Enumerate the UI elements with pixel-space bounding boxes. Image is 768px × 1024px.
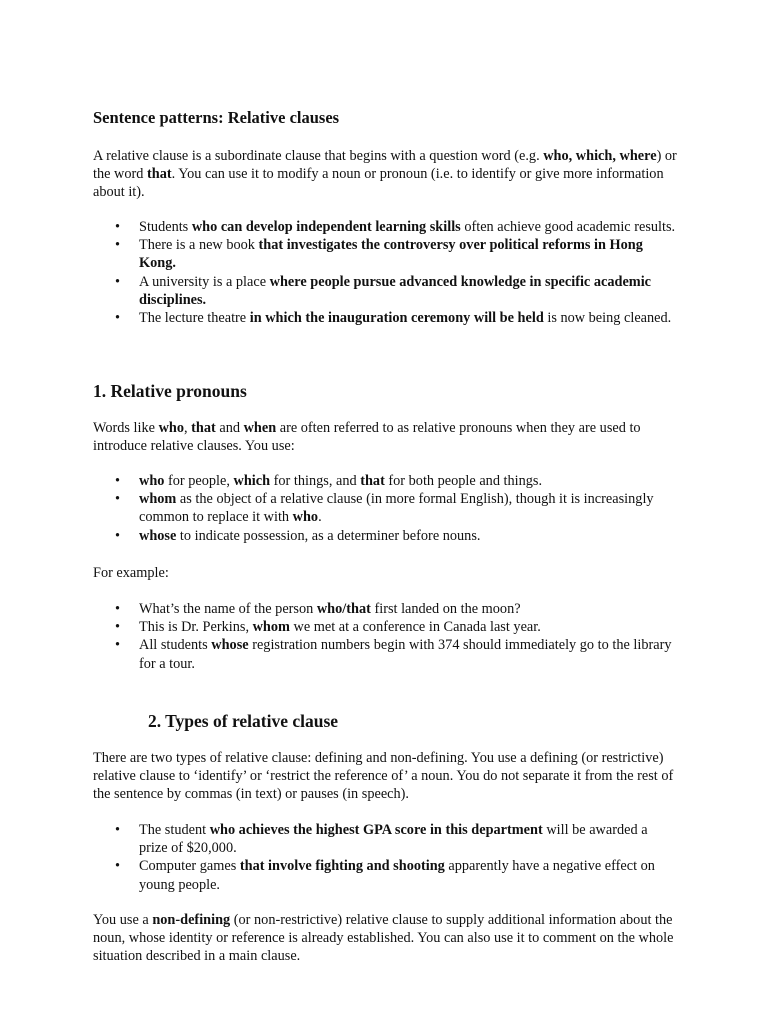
list-item	[93, 857, 678, 893]
bullet-icon: •	[115, 601, 121, 617]
non-defining-paragraph	[93, 911, 678, 966]
section-2-paragraph	[93, 749, 678, 804]
list-item	[93, 236, 678, 272]
list-item	[93, 527, 678, 545]
bold-text: who, which, where	[543, 148, 657, 164]
relative-pronoun-uses-list	[93, 472, 678, 545]
bullet-icon: •	[115, 219, 121, 235]
bullet-icon: •	[115, 822, 121, 838]
text-run: All students	[139, 637, 212, 654]
list-item	[93, 618, 678, 636]
example-list-2	[93, 600, 678, 673]
text-run: for people,	[164, 473, 234, 489]
intro-paragraph	[93, 147, 678, 202]
text-run: You use a	[93, 912, 153, 928]
text-run: What’s the name of the person	[139, 601, 317, 617]
bold-text: who	[292, 509, 319, 526]
list-item	[93, 273, 678, 309]
bold-text: whose	[211, 637, 249, 654]
section-1-heading: 1. Relative pronouns	[93, 381, 247, 401]
text-run: This is Dr. Perkins,	[139, 619, 253, 636]
text-run: .	[318, 509, 322, 526]
text-run: and	[215, 420, 244, 436]
bold-text: where people pursue advanced knowledge in specific academic disciplines.	[139, 273, 652, 308]
bold-text: who	[158, 420, 184, 436]
list-item	[93, 636, 678, 672]
bold-text: who can develop independent learning skills	[191, 219, 461, 235]
text-run: A university is a place	[139, 273, 270, 290]
text-run: There are two types of relative clause: defining and non-defining. You use a defining (or restrictive) relative clause to ‘identify’ or ‘restrict the reference of’ a noun. You do not separate it from the rest of the sentence by commas (in text) or pauses (in speech).	[93, 750, 674, 803]
bold-text: that	[147, 166, 172, 183]
bold-text: who/that	[316, 601, 371, 617]
for-example-label: For example:	[93, 565, 169, 581]
list-item	[93, 490, 678, 526]
text-run: . You can use it to modify a noun or pronoun (i.e. to identify or give more information about it).	[93, 166, 664, 201]
text-run: ,	[184, 420, 192, 436]
text-run: The student	[139, 822, 210, 838]
text-run: ) or the word	[93, 148, 677, 183]
bullet-icon: •	[115, 310, 121, 327]
bullet-icon: •	[115, 858, 121, 875]
bold-text: whom	[139, 491, 177, 508]
text-run: apparently have a negative effect on young people.	[139, 858, 655, 893]
page-title: Sentence patterns: Relative clauses	[93, 108, 340, 127]
list-item	[93, 218, 678, 236]
text-run: The lecture theatre	[139, 310, 250, 327]
bold-text: in which the inauguration ceremony will be held	[249, 310, 544, 327]
text-run: will be awarded a prize of $20,000.	[139, 822, 648, 857]
list-item	[93, 600, 678, 618]
text-run: for things, and	[270, 473, 361, 489]
bold-text: that	[191, 420, 216, 436]
text-run: to indicate possession, as a determiner before nouns.	[176, 527, 481, 544]
bullet-icon: •	[115, 637, 121, 654]
list-item	[93, 309, 678, 327]
bullet-icon: •	[115, 527, 121, 544]
text-run: Students	[139, 219, 192, 235]
bold-text: who	[139, 473, 165, 489]
bullet-icon: •	[115, 619, 121, 636]
section-2-heading: 2. Types of relative clause	[148, 711, 339, 731]
text-run: for both people and things.	[384, 473, 543, 489]
bold-text: whom	[252, 619, 290, 636]
bullet-icon: •	[115, 473, 121, 489]
bold-text: non-defining	[152, 912, 231, 928]
text-run: Computer games	[139, 858, 240, 875]
text-run: registration numbers begin with 374 should immediately go to the library for a tour.	[139, 637, 672, 672]
text-run: (or non-restrictive) relative clause to supply additional information about the noun, whose identity or reference is already established. You can also use it to comment on the whole situation described in a main clause.	[93, 912, 674, 965]
bold-text: that	[360, 473, 385, 489]
bold-text: whose	[139, 527, 177, 544]
text-run: we met at a conference in Canada last year.	[289, 619, 541, 636]
list-item	[93, 472, 678, 490]
bold-text: that investigates the controversy over political reforms in Hong Kong.	[139, 237, 643, 272]
bold-text: when	[243, 420, 277, 436]
bold-text: who achieves the highest GPA score in this department	[209, 822, 543, 838]
bullet-icon: •	[115, 273, 121, 290]
bold-text: which	[233, 473, 271, 489]
text-run: is now being cleaned.	[543, 310, 672, 327]
text-run: as the object of a relative clause (in more formal English), though it is increasingly common to replace it with	[139, 491, 654, 526]
text-run: are often referred to as relative pronouns when they are used to introduce relative clauses. You use:	[93, 420, 641, 455]
text-run: often achieve good academic results.	[460, 219, 676, 235]
section-1-paragraph	[93, 419, 678, 455]
text-run: A relative clause is a subordinate clause that begins with a question word (e.g.	[93, 148, 544, 164]
text-run: Words like	[93, 420, 159, 436]
bullet-icon: •	[115, 237, 121, 254]
list-item	[93, 821, 678, 857]
example-list-3	[93, 821, 678, 894]
bullet-icon: •	[115, 491, 121, 508]
bold-text: that involve fighting and shooting	[239, 858, 445, 875]
text-run: There is a new book	[139, 237, 259, 254]
example-list-1	[93, 218, 678, 327]
text-run: first landed on the moon?	[370, 601, 521, 617]
